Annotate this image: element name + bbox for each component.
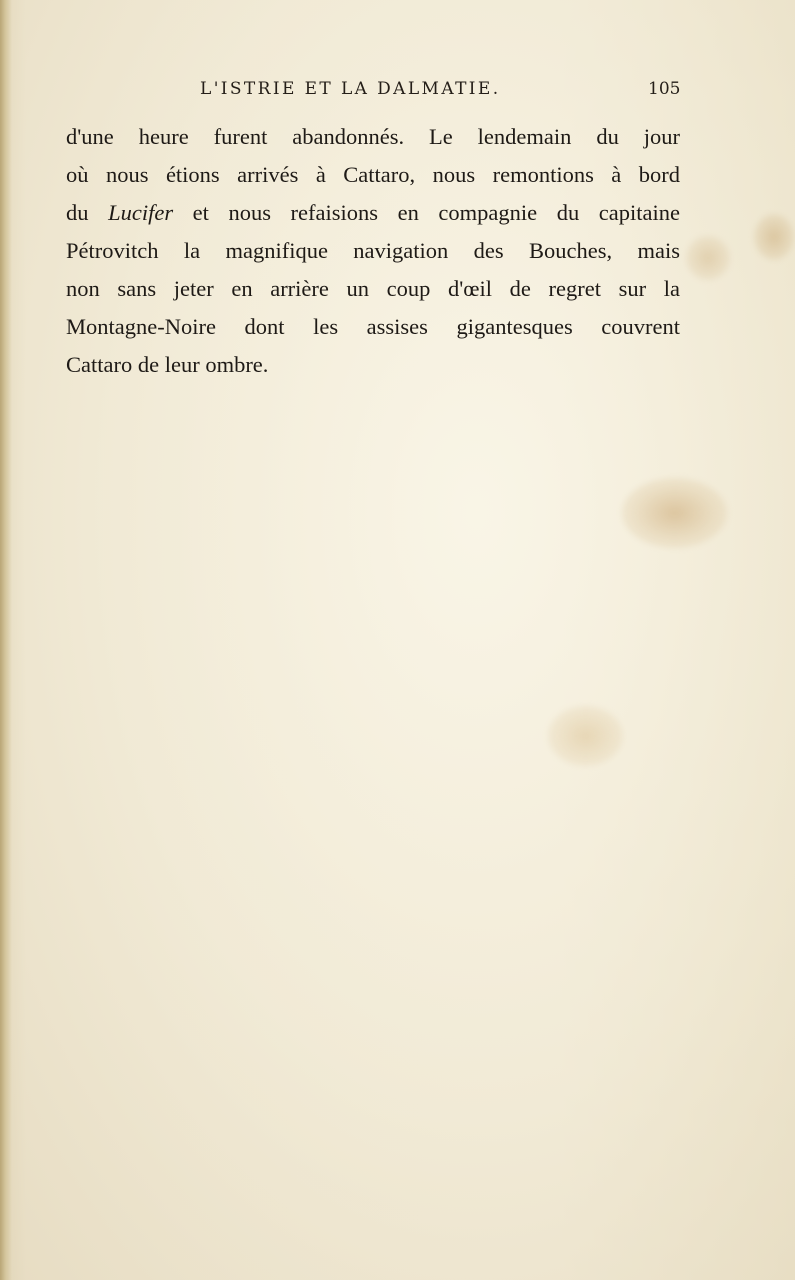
running-header-title: L'ISTRIE ET LA DALMATIE. <box>200 79 501 99</box>
text-line: d'une heure furent abandonnés. Le lendemain du jour <box>66 124 680 149</box>
text-segment: et nous refaisions en compagnie du capitaine <box>173 200 680 225</box>
text-line <box>66 194 680 232</box>
page-binding-edge <box>0 0 12 1280</box>
text-line: Pétrovitch la magnifique navigation des Bouches, mais <box>66 238 680 263</box>
foxing-stain <box>622 478 727 548</box>
ship-name-italic: Lucifer <box>108 200 174 225</box>
text-line: non sans jeter en arrière un coup d'œil de regret sur la <box>66 276 680 301</box>
text-line: où nous étions arrivés à Cattaro, nous remontions à bord <box>66 162 680 187</box>
text-segment: du <box>66 200 109 225</box>
text-line: Cattaro de leur ombre. <box>66 352 269 377</box>
foxing-stain <box>686 236 730 280</box>
body-paragraph <box>66 118 680 384</box>
foxing-stain <box>548 706 623 766</box>
text-line: Montagne-Noire dont les assises gigantesques couvrent <box>66 314 680 339</box>
foxing-stain <box>754 214 794 260</box>
page-number: 105 <box>648 79 681 99</box>
